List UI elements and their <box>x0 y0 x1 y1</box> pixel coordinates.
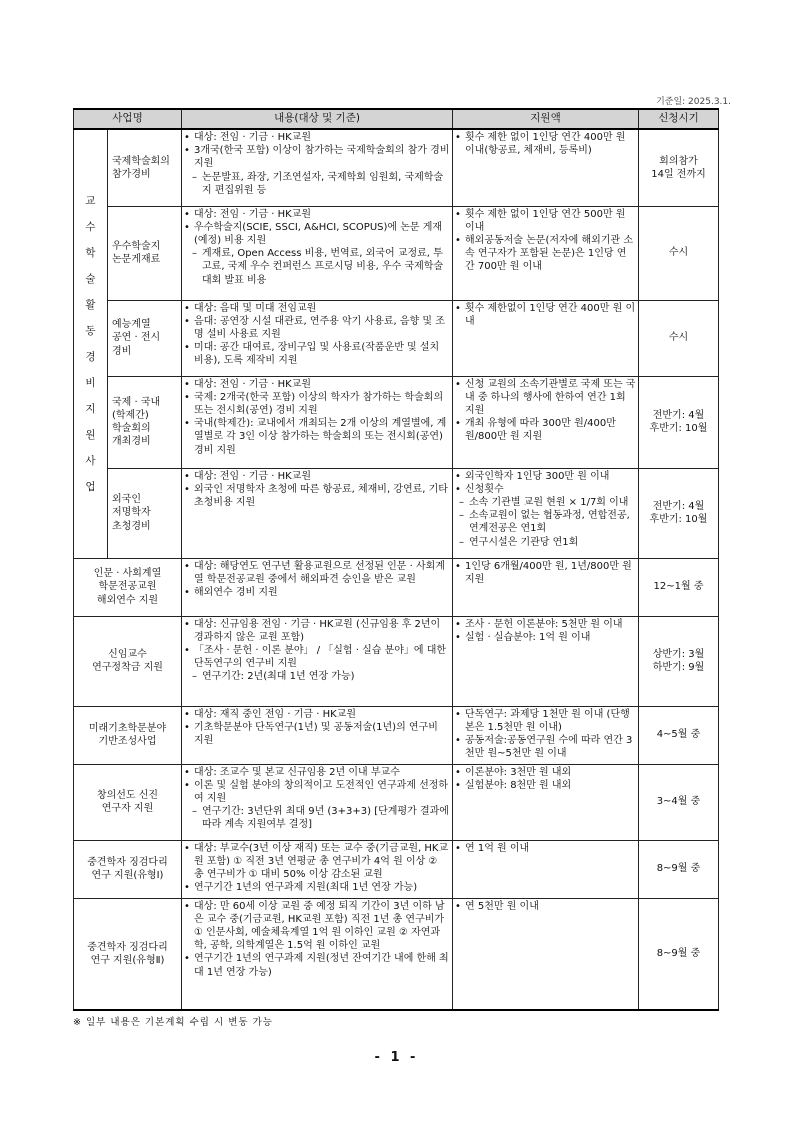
table-row <box>74 468 719 558</box>
group-char: 업 <box>85 480 96 493</box>
period-line: 4~5월 중 <box>656 729 701 741</box>
program-period <box>639 706 719 764</box>
bullet-item: – 논문발표, 좌장, 기조연설자, 국제학회 임원회, 국제학술지 편집위원 등 <box>184 171 450 197</box>
bullet-item: • 대상: 조교수 및 본교 신규임용 2년 이내 부교수 <box>184 766 450 779</box>
bullet-list <box>455 208 636 274</box>
program-content <box>182 376 453 468</box>
table-row <box>74 616 719 706</box>
base-date: 기준일: 2025.3.1. <box>656 97 731 107</box>
program-name-line: 미래기초학문분야 <box>88 722 167 734</box>
table-header-row <box>74 109 719 129</box>
program-period <box>639 558 719 616</box>
bullet-item: • 해외연수 경비 지원 <box>184 586 450 599</box>
bullet-item: – 소속 기관별 교원 현원 × 1/7회 이내 <box>455 496 636 509</box>
program-name-line: 경비 <box>112 345 132 357</box>
program-content <box>182 616 453 706</box>
bullet-list <box>455 842 636 855</box>
page-number: - 1 - <box>374 1050 419 1065</box>
period-line: 전반기: 4월 <box>652 409 705 421</box>
program-name-line: 중견학자 징검다리 <box>87 941 168 953</box>
program-content <box>182 898 453 1010</box>
group-label-professor-activity-support <box>74 129 108 558</box>
program-period <box>639 468 719 558</box>
bullet-item: • 횟수 제한 없이 1인당 연간 400만 원 이내(항공료, 체재비, 등록비) <box>455 131 636 157</box>
bullet-item: • 실험분야: 8천만 원 내외 <box>455 779 636 792</box>
bullet-list <box>184 470 450 510</box>
bullet-item: • 신청횟수 <box>455 483 636 496</box>
bullet-item: • 음대: 공연장 시설 대관료, 연주용 악기 사용료, 음향 및 조명 설비 사용료 지원 <box>184 315 450 341</box>
bullet-item: • 대상: 음대 및 미대 전임교원 <box>184 302 450 315</box>
bullet-item: • 3개국(한국 포함) 이상이 참가하는 국제학술회의 참가 경비 지원 <box>184 144 450 170</box>
period-line: 3~4월 중 <box>656 796 701 808</box>
program-name-line: 창의선도 신진 <box>96 789 159 801</box>
footnote: ※ 일부 내용은 기본계획 수립 시 변동 가능 <box>73 1017 273 1028</box>
program-amount <box>453 616 639 706</box>
table-row <box>74 558 719 616</box>
program-period <box>639 206 719 300</box>
bullet-list <box>184 708 450 748</box>
program-period <box>639 616 719 706</box>
header-period: 신청시기 <box>639 109 719 129</box>
program-name <box>108 376 182 468</box>
bullet-list <box>455 618 636 644</box>
group-char: 사 <box>85 454 96 467</box>
program-name-line: 학술회의 <box>112 423 151 434</box>
bullet-item: • 연구기간 1년의 연구과제 지원(최대 1년 연장 가능) <box>184 881 450 894</box>
bullet-list <box>455 900 636 913</box>
bullet-item: • 공동저술:공동연구원 수에 따라 연간 3천만 원~5천만 원 이내 <box>455 734 636 760</box>
program-content <box>182 206 453 300</box>
period-line: 상반기: 3월 <box>652 648 705 660</box>
table-row <box>74 764 719 840</box>
program-content <box>182 558 453 616</box>
program-period <box>639 764 719 840</box>
bullet-item: • 미대: 공간 대여료, 장비구입 및 사용료(작품운반 및 설치 비용), 도록 제작비 지원 <box>184 341 450 367</box>
bullet-item: • 단독연구: 과제당 1천만 원 이내 (단행본은 1.5천만 원 이내) <box>455 708 636 734</box>
group-char: 술 <box>85 272 96 285</box>
bullet-item: • 국내(학제간): 교내에서 개최되는 2개 이상의 계열별에, 계열별로 각 3인 이상 참가하는 학술회의 또는 전시회(공연) 경비 지원 <box>184 417 450 457</box>
table-row <box>74 840 719 898</box>
program-amount <box>453 706 639 764</box>
program-period <box>639 300 719 376</box>
group-char: 비 <box>85 376 96 389</box>
program-amount <box>453 840 639 898</box>
bullet-item: – 연구시설은 기관당 연1회 <box>455 536 636 549</box>
table-row <box>74 376 719 468</box>
program-period <box>639 840 719 898</box>
program-name <box>74 898 182 1010</box>
program-name-line: (학제간) <box>112 409 149 421</box>
period-line: 8~9월 중 <box>656 948 701 960</box>
program-content <box>182 706 453 764</box>
program-name-line: 논문게재료 <box>112 254 161 265</box>
period-line: 전반기: 4월 <box>652 500 705 512</box>
program-name-line: 공연 · 전시 <box>112 332 161 344</box>
group-char: 학 <box>85 246 96 259</box>
program-content <box>182 300 453 376</box>
bullet-item: • 외국인학자 1인당 300만 원 이내 <box>455 470 636 483</box>
program-name-line: 초청경비 <box>112 520 151 532</box>
table-row <box>74 898 719 1010</box>
bullet-list <box>184 766 450 832</box>
program-name-line: 우수학술지 <box>112 240 161 252</box>
program-name-line: 저명학자 <box>112 507 151 519</box>
header-program: 사업명 <box>74 109 182 129</box>
program-name-line: 연구정착금 지원 <box>92 662 163 673</box>
bullet-item: • 외국인 저명학자 초청에 따른 항공료, 체재비, 강연료, 기타 초청비용 지원 <box>184 483 450 509</box>
table-row <box>74 300 719 376</box>
bullet-item: • 횟수 제한 없이 1인당 연간 500만 원 이내 <box>455 208 636 234</box>
program-amount <box>453 764 639 840</box>
group-char: 수 <box>85 220 96 233</box>
period-line: 회의참가 <box>659 155 698 167</box>
program-name <box>108 206 182 300</box>
program-name-line: 예능계열 <box>112 319 151 331</box>
program-name <box>108 468 182 558</box>
bullet-list <box>455 131 636 157</box>
period-line: 12~1월 중 <box>653 581 704 593</box>
program-name <box>74 558 182 616</box>
group-char: 지 <box>85 402 96 415</box>
program-name-line: 해외연수 지원 <box>96 594 159 606</box>
program-name-line: 연구자 지원 <box>101 803 154 814</box>
bullet-item: • 연구기간 1년의 연구과제 지원(정년 잔여기간 내에 한해 최대 1년 연장 가능) <box>184 952 450 978</box>
table-row <box>74 706 719 764</box>
group-char: 교 <box>85 194 96 207</box>
program-name-line: 참가경비 <box>112 168 151 180</box>
program-name-line: 국제 · 국내 <box>112 396 161 408</box>
program-amount <box>453 206 639 300</box>
program-name-line: 연구 지원(유형Ⅰ) <box>91 870 164 881</box>
program-name-line: 연구 지원(유형Ⅱ) <box>90 954 165 966</box>
program-name <box>74 764 182 840</box>
bullet-item: – 소속교원이 없는 협동과정, 연합전공, 연계전공은 연1회 <box>455 509 636 535</box>
bullet-item: • 우수학술지(SCIE, SSCI, A&HCI, SCOPUS)에 논문 게재(예정) 비용 지원 <box>184 221 450 247</box>
bullet-list <box>184 131 450 197</box>
program-period <box>639 898 719 1010</box>
bullet-item: • 대상: 만 60세 이상 교원 중 예정 퇴직 기간이 3년 이하 남은 교수 중(기금교원, HK교원 포함) 직전 1년 총 연구비가 ① 인문사회, 예술체육계열 1억 원 이하인 교원 ② 자연과학, 공학, 의학계열은 1.5억 원 이하인 교원 <box>184 900 450 953</box>
bullet-item: – 게재료, Open Access 비용, 번역료, 외국어 교정료, 투고료, 국제 우수 컨퍼런스 프로시딩 비용, 우수 국제학술대회 발표 비용 <box>184 247 450 287</box>
program-period <box>639 376 719 468</box>
bullet-item: • 대상: 해당연도 연구년 활용교원으로 선정된 인문 · 사회계열 학문전공교원 중에서 해외파견 승인을 받은 교원 <box>184 560 450 586</box>
bullet-item: • 연 1억 원 이내 <box>455 842 636 855</box>
bullet-item: • 신청 교원의 소속기관별로 국제 또는 국내 중 하나의 행사에 한하여 연간 1회 지원 <box>455 378 636 418</box>
program-name <box>108 300 182 376</box>
program-content <box>182 764 453 840</box>
bullet-list <box>455 378 636 444</box>
period-line: 8~9월 중 <box>656 863 701 875</box>
period-line: 하반기: 9월 <box>652 662 705 673</box>
program-name-line: 중견학자 징검다리 <box>87 856 168 868</box>
program-name <box>108 129 182 206</box>
bullet-item: • 국제: 2개국(한국 포함) 이상의 학자가 참가하는 학술회의 또는 전시회(공연) 경비 지원 <box>184 391 450 417</box>
bullet-item: • 개최 유형에 따라 300만 원/400만 원/800만 원 지원 <box>455 417 636 443</box>
program-content <box>182 840 453 898</box>
bullet-list <box>455 560 636 586</box>
bullet-item: • 「조사 · 문헌 · 이론 분야」 / 「실험 · 실습 분야」에 대한 단독연구의 연구비 지원 <box>184 644 450 670</box>
group-char: 경 <box>85 350 96 363</box>
period-line: 후반기: 10월 <box>649 514 708 525</box>
program-amount <box>453 129 639 206</box>
bullet-list <box>455 708 636 761</box>
program-amount <box>453 898 639 1010</box>
bullet-item: • 대상: 전임 · 기금 · HK교원 <box>184 131 450 144</box>
bullet-list <box>455 470 636 549</box>
bullet-item: • 대상: 전임 · 기금 · HK교원 <box>184 208 450 221</box>
bullet-list <box>184 560 450 600</box>
bullet-item: • 대상: 부교수(3년 이상 재직) 또는 교수 중(기금교원, HK교원 포함) ① 직전 3년 연평균 총 연구비가 4억 원 이상 ② 총 연구비가 ① 대비 50% 이상 감소된 교원 <box>184 842 450 882</box>
bullet-item: • 횟수 제한없이 1인당 연간 400만 원 이내 <box>455 302 636 328</box>
program-amount <box>453 300 639 376</box>
program-name-line: 신임교수 <box>108 648 147 660</box>
program-name <box>74 706 182 764</box>
program-name-line: 기반조성사업 <box>98 736 157 747</box>
bullet-item: • 대상: 재직 중인 전임 · 기금 · HK교원 <box>184 708 450 721</box>
program-name-line: 국제학술회의 <box>112 155 170 167</box>
bullet-item: • 연 5천만 원 이내 <box>455 900 636 913</box>
bullet-list <box>455 302 636 328</box>
bullet-list <box>455 766 636 792</box>
program-name-line: 인문 · 사회계열 <box>93 568 162 580</box>
period-line: 수시 <box>668 332 689 344</box>
program-amount <box>453 376 639 468</box>
bullet-item: • 이론분야: 3천만 원 내외 <box>455 766 636 779</box>
group-char: 동 <box>85 324 96 337</box>
program-period <box>639 129 719 206</box>
header-amount: 지원액 <box>453 109 639 129</box>
bullet-item: • 1인당 6개월/400만 원, 1년/800만 원 지원 <box>455 560 636 586</box>
group-char: 원 <box>85 428 96 441</box>
bullet-list <box>184 378 450 457</box>
bullet-item: • 대상: 전임 · 기금 · HK교원 <box>184 470 450 483</box>
bullet-item: • 조사 · 문헌 이론분야: 5천만 원 이내 <box>455 618 636 631</box>
program-content <box>182 468 453 558</box>
period-line: 후반기: 10월 <box>649 423 708 434</box>
header-content: 내용(대상 및 기준) <box>182 109 453 129</box>
period-line: 14일 전까지 <box>651 168 706 180</box>
program-content <box>182 129 453 206</box>
bullet-list <box>184 618 450 684</box>
bullet-item: • 기초학문분야 단독연구(1년) 및 공동저술(1년)의 연구비 지원 <box>184 721 450 747</box>
group-char: 활 <box>85 298 96 311</box>
bullet-item: • 대상: 신규임용 전임 · 기금 · HK교원 (신규임용 후 2년이 경과하지 않은 교원 포함) <box>184 618 450 644</box>
bullet-list <box>184 842 450 895</box>
table-row <box>74 206 719 300</box>
bullet-item: – 연구기간: 2년(최대 1년 연장 가능) <box>184 670 450 683</box>
period-line: 수시 <box>668 247 689 259</box>
program-name-line: 학문전공교원 <box>98 581 157 593</box>
bullet-item: • 이론 및 실험 분야의 창의적이고 도전적인 연구과제 선정하여 지원 <box>184 779 450 805</box>
bullet-list <box>184 900 450 979</box>
bullet-item: – 연구기간: 3년단위 최대 9년 (3+3+3) [단계평가 결과에 따라 계속 지원여부 결정] <box>184 805 450 831</box>
bullet-item: • 해외공동저술 논문(저자에 해외기관 소속 연구자가 포함된 논문)은 1인당 연간 700만 원 이내 <box>455 234 636 274</box>
program-name <box>74 840 182 898</box>
bullet-list <box>184 302 450 368</box>
program-name-line: 외국인 <box>112 494 141 506</box>
bullet-list <box>184 208 450 287</box>
support-programs-table <box>73 108 719 1011</box>
program-name-line: 개최경비 <box>112 436 151 448</box>
bullet-item: • 대상: 전임 · 기금 · HK교원 <box>184 378 450 391</box>
program-amount <box>453 468 639 558</box>
program-amount <box>453 558 639 616</box>
program-name <box>74 616 182 706</box>
table-row <box>74 129 719 206</box>
bullet-item: • 실험 · 실습분야: 1억 원 이내 <box>455 631 636 644</box>
